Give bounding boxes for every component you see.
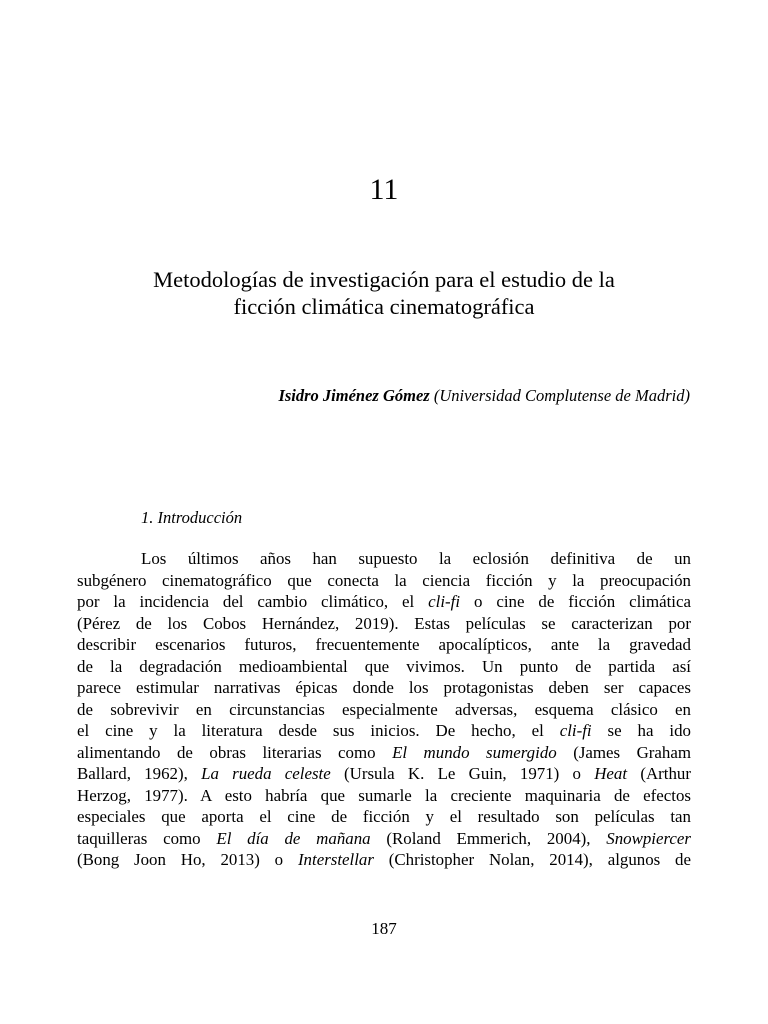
- paragraph-text: (Pérez de los Cobos Hernández, 2019). Estas películas se caracterizan por: [77, 613, 691, 633]
- paragraph-line: [77, 570, 691, 592]
- chapter-title: [80, 266, 688, 320]
- chapter-title-line: Metodologías de investigación para el estudio de la: [153, 267, 615, 292]
- author-affiliation: (Universidad Complutense de Madrid): [433, 386, 690, 405]
- italic-title-text: El mundo sumergido: [392, 742, 557, 762]
- paragraph-text: especiales que aporta el cine de ficción y el resultado son películas tan: [77, 807, 691, 826]
- paragraph-line: [77, 699, 691, 721]
- paragraph-text: subgénero cinematográfico que conecta la ciencia ficción y la preocupación: [77, 570, 691, 590]
- paragraph-line: [77, 634, 691, 656]
- paragraph-line: [77, 763, 691, 785]
- author-name: Isidro Jiménez Gómez: [278, 386, 430, 405]
- page-number: 187: [371, 919, 397, 938]
- paragraph-text: Los últimos años han supuesto la eclosión definitiva de un: [141, 549, 691, 568]
- italic-title-text: La rueda celeste: [201, 764, 331, 783]
- paragraph-text: (Bong Joon Ho, 2013) o: [77, 850, 298, 869]
- paragraph-line: [77, 742, 691, 764]
- paragraph-line: [77, 849, 691, 871]
- paragraph-line: [77, 806, 691, 828]
- body-paragraph: [77, 548, 691, 871]
- paragraph-text: (Arthur: [627, 764, 691, 783]
- chapter-number: 11: [369, 173, 399, 206]
- paragraph-line: [77, 677, 691, 699]
- paragraph-text: Herzog, 1977). A esto habría que sumarle la creciente maquinaria de efectos: [77, 785, 691, 805]
- italic-title-text: Snowpiercer: [606, 828, 691, 848]
- section-heading: 1. Introducción: [141, 508, 243, 527]
- italic-title-text: cli-fi: [428, 592, 461, 611]
- paragraph-line: [77, 656, 691, 678]
- paragraph-line: [77, 785, 691, 807]
- paragraph-line: [77, 591, 691, 613]
- paragraph-text: de sobrevivir en circunstancias especialmente adversas, esquema clásico en: [77, 699, 691, 719]
- paragraph-line: [77, 548, 691, 570]
- paragraph-text: el cine y la literatura desde sus inicios. De hecho, el: [77, 721, 560, 740]
- paragraph-line: [77, 613, 691, 635]
- paragraph-text: (Roland Emmerich, 2004),: [370, 828, 607, 848]
- paragraph-line: [77, 720, 691, 742]
- chapter-title-line: ficción climática cinematográfica: [233, 294, 535, 319]
- paragraph-text: por la incidencia del cambio climático, el: [77, 592, 429, 611]
- italic-title-text: Interstellar: [297, 850, 374, 869]
- italic-title-text: cli-fi: [559, 721, 592, 740]
- paragraph-line: [77, 828, 691, 850]
- paragraph-text: se ha ido: [591, 721, 691, 740]
- paragraph-text: (Christopher Nolan, 2014), algunos de: [373, 850, 692, 869]
- paragraph-text: (James Graham: [556, 742, 691, 762]
- paragraph-text: describir escenarios futuros, frecuentemente apocalípticos, ante la gravedad: [77, 635, 691, 654]
- italic-title-text: El día de mañana: [216, 828, 371, 848]
- paragraph-text: Ballard, 1962),: [77, 764, 202, 783]
- paragraph-text: parece estimular narrativas épicas donde los protagonistas deben ser capaces: [77, 678, 691, 697]
- paragraph-text: de la degradación medioambiental que vivimos. Un punto de partida así: [77, 656, 691, 676]
- paragraph-text: alimentando de obras literarias como: [77, 742, 393, 762]
- paragraph-text: o cine de ficción climática: [460, 592, 691, 611]
- paragraph-text: (Ursula K. Le Guin, 1971) o: [330, 764, 595, 783]
- paragraph-text: taquilleras como: [77, 828, 217, 848]
- author-line: [80, 385, 690, 407]
- italic-title-text: Heat: [594, 764, 628, 783]
